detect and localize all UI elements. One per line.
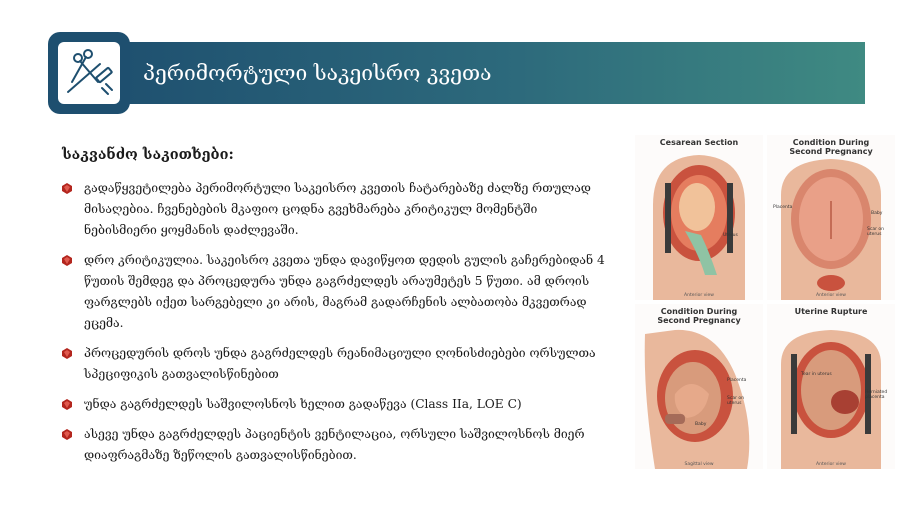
red-bullet-icon xyxy=(62,399,72,410)
figure-label: Scar on uterus xyxy=(867,227,884,237)
figure-label: Scar on uterus xyxy=(727,396,744,406)
panel-footer: Anterior view xyxy=(816,462,846,467)
panel-title: Condition During Second Pregnancy xyxy=(789,138,873,156)
red-bullet-icon xyxy=(62,183,72,194)
panel-footer: Anterior view xyxy=(684,293,714,298)
red-bullet-icon xyxy=(62,255,72,266)
panel-title: Condition During Second Pregnancy xyxy=(657,307,741,325)
list-item xyxy=(62,178,607,241)
panel-footer: Anterior view xyxy=(816,293,846,298)
cesarean-illustration xyxy=(635,135,763,300)
panel-second-pregnancy-anterior xyxy=(767,135,895,300)
list-item xyxy=(62,343,607,385)
panel-cesarean-section xyxy=(635,135,763,300)
panel-uterine-rupture xyxy=(767,304,895,469)
bullet-text: გადაწყვეტილება პერიმორტული საკეისრო კვეთის ჩატარებაზე ძალზე რთულად მისაღებია. ჩვენებების მკაფიო ცოდნა გვეხმარება კრიტიკულ მომენტში ნებისმიერი ყოყმანის დაძლევაში. xyxy=(84,181,591,237)
second-pregnancy-anterior-illustration xyxy=(767,135,895,300)
figure-label: Baby xyxy=(695,422,707,427)
red-bullet-icon xyxy=(62,429,72,440)
figure-label: Placenta xyxy=(773,205,793,210)
panel-footer: Sagittal view xyxy=(684,462,714,467)
red-bullet-icon xyxy=(62,348,72,359)
surgical-tools-icon xyxy=(58,42,120,104)
key-points-list xyxy=(62,178,607,475)
bullet-text: ასევე უნდა გაგრძელდეს პაციენტის ვენტილაცია, ორსული საშვილოსნოს მიერ დიაფრაგმაზე ზეწოლის გათვალისწინებით. xyxy=(84,427,585,462)
list-item xyxy=(62,250,607,334)
header-bar xyxy=(95,42,865,104)
list-item xyxy=(62,424,607,466)
bullet-text: დრო კრიტიკულია. საკეისრო კვეთა უნდა დავიწყოთ დედის გულის გაჩერებიდან 4 წუთის შემდეგ და პროცედურა უნდა გაგრძელდეს არაუმეტეს 5 წუთი. ამ დროის ფარგლებს იქეთ სარგებელი კი არის, მაგრამ გადარჩენის ალბათობა მკვეთრად ეცემა. xyxy=(84,253,605,330)
figure-label: Herniated placenta xyxy=(865,390,888,400)
figure-label: Tear in uterus xyxy=(801,372,832,377)
second-pregnancy-sagittal-illustration xyxy=(635,304,763,469)
bullet-text: პროცედურის დროს უნდა გაგრძელდეს რეანიმაციული ღონისძიებები ორსულთა სპეციფიკის გათვალისწინებით xyxy=(84,346,596,381)
figure-label: Uterus xyxy=(723,233,738,238)
header-icon-box xyxy=(48,32,130,114)
uterine-rupture-illustration xyxy=(767,304,895,469)
page-title: პერიმორტული საკეისრო კვეთა xyxy=(143,61,492,85)
panel-second-pregnancy-sagittal xyxy=(635,304,763,469)
medical-illustration xyxy=(635,135,893,470)
key-points-heading: საკვანძო საკითხები: xyxy=(62,146,234,163)
figure-label: Baby xyxy=(871,211,883,216)
panel-title: Cesarean Section xyxy=(659,138,739,147)
panel-title: Uterine Rupture xyxy=(794,307,868,316)
bullet-text: უნდა გაგრძელდეს საშვილოსნოს ხელით გადაწევა (Class IIa, LOE C) xyxy=(84,397,522,411)
figure-label: Placenta xyxy=(727,378,747,383)
list-item xyxy=(62,394,607,415)
